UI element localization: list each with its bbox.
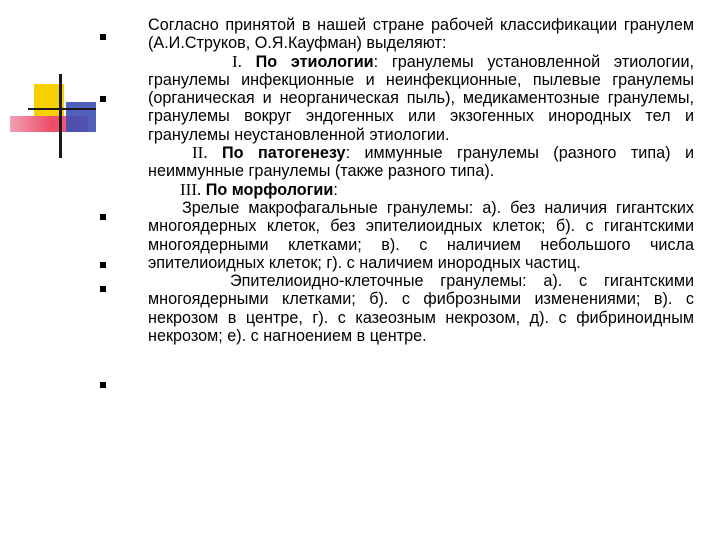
morphology-heading: По морфологии: [205, 180, 334, 199]
bullet-marker: [100, 286, 106, 292]
numeral-3: III.: [180, 179, 202, 199]
intro-paragraph: Согласно принятой в нашей стране рабочей классификации гранулем (А.И.Струков, О.Я.Кауфман) выделяют:: [148, 16, 694, 53]
bullet-marker: [100, 262, 106, 268]
pathogenesis-heading: По патогенезу: [222, 144, 346, 163]
numeral-2: II.: [192, 143, 208, 163]
morphology-colon: :: [333, 180, 338, 199]
bullet-marker: [100, 214, 106, 220]
morphology-paragraph: [148, 181, 694, 199]
bullet-marker: [100, 34, 106, 40]
decorative-blue-square: [66, 102, 96, 132]
mature-macrophage-paragraph: Зрелые макрофагальные гранулемы: а). без наличия гигантских многоядерных клеток, без эпителиоидных клеток; б). с гигантскими многоядерными клетками; в). с наличием небольшого числа эпителиоидных клеток; г). с наличием инородных частиц.: [148, 198, 694, 272]
bullet-marker: [100, 96, 106, 102]
slide-text: [148, 16, 694, 345]
decorative-vertical-line: [59, 74, 62, 158]
numeral-1: I.: [232, 51, 242, 71]
bullet-marker: [100, 382, 106, 388]
epithelioid-paragraph: Эпителиоидно-клеточные гранулемы: а). с гигантскими многоядерными клетками; б). с фиброзными изменениями; в). с некрозом в центре, г). с казеозным некрозом, д). с фибриноидным некрозом; е). с нагноением в центре.: [148, 272, 694, 346]
etiology-paragraph: [148, 53, 694, 144]
pathogenesis-text: иммунные гранулемы (разного типа) и неиммунные гранулемы (также разного типа).: [148, 144, 694, 181]
etiology-colon: :: [373, 52, 379, 71]
pathogenesis-paragraph: [148, 144, 694, 181]
pathogenesis-colon: :: [345, 144, 351, 163]
decorative-horizontal-line: [28, 108, 96, 110]
etiology-text: гранулемы установленной этиологии, гранулемы инфекционные и неинфекционные, пылевые гранулемы (органическая и неорганическая пыль), медикаментозные гранулемы, гранулемы вокруг эндогенных или экзогенных инородных тел и гранулемы неустановленной этиологии.: [148, 52, 694, 144]
etiology-heading: По этиологии: [255, 52, 374, 71]
